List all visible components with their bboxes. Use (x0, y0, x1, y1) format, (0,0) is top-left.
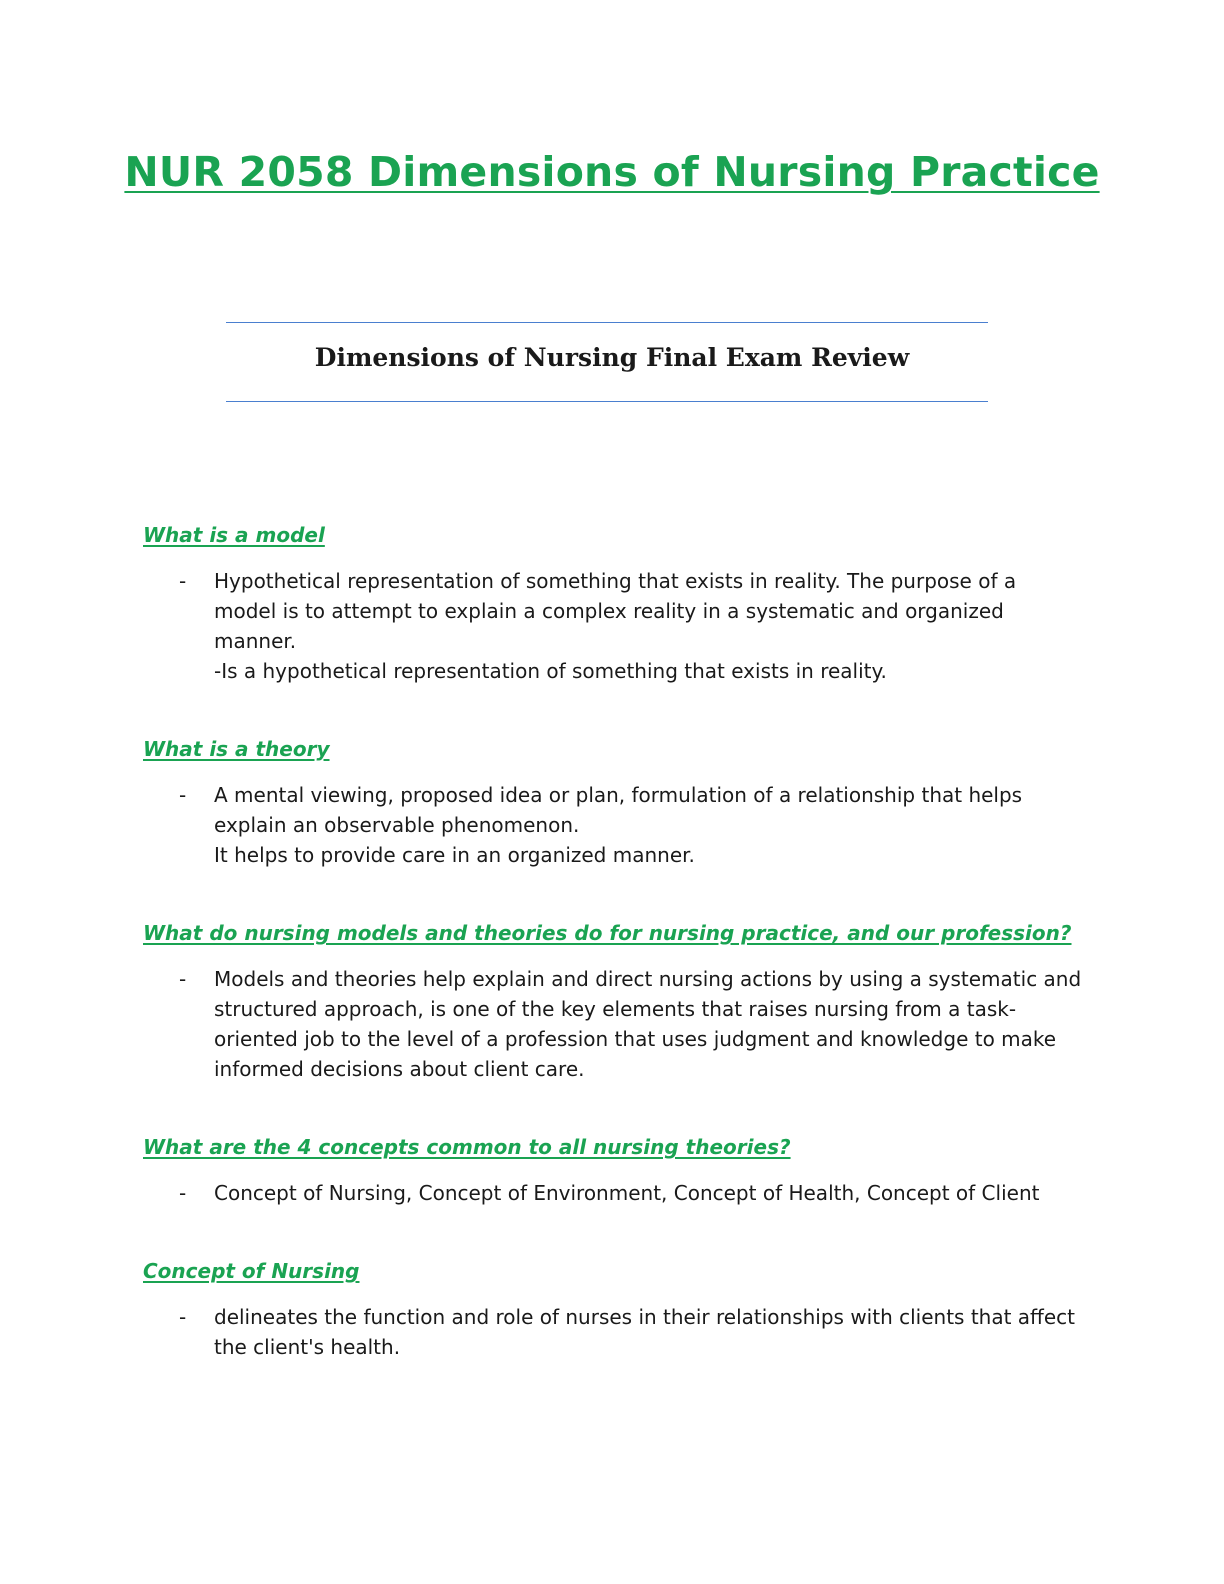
bullet-dash: - (179, 1181, 187, 1205)
section-heading: Concept of Nursing (143, 1259, 360, 1283)
bullet-dash: - (179, 569, 187, 593)
course-title (0, 148, 1224, 196)
bullet-item (143, 566, 1083, 686)
review-sections (143, 520, 1083, 1362)
bullet-text: Concept of Nursing, Concept of Environment, Concept of Health, Concept of Client (214, 1181, 1040, 1205)
section-heading: What is a model (143, 523, 325, 547)
subtitle-rule-bottom (226, 401, 988, 402)
bullet-text: Models and theories help explain and direct nursing actions by using a systematic and structured approach, is one of the key elements that raises nursing from a task-oriented job to the level of a profession that uses judgment and knowledge to make informed decisions about client care. (214, 967, 1082, 1081)
section-models-theories-purpose (143, 918, 1083, 1084)
bullet-text: Hypothetical representation of something that exists in reality. The purpose of a model is to attempt to explain a complex reality in a systematic and organized manner. (214, 569, 1017, 653)
section-heading: What is a theory (143, 737, 330, 761)
section-concept-of-nursing (143, 1256, 1083, 1362)
bullet-text-continued: It helps to provide care in an organized manner. (214, 843, 695, 867)
bullet-dash: - (179, 1305, 187, 1329)
bullet-item (143, 1302, 1083, 1362)
bullet-text: delineates the function and role of nurses in their relationships with clients that affect the client's health. (214, 1305, 1075, 1359)
bullet-text-continued: -Is a hypothetical representation of something that exists in reality. (214, 659, 887, 683)
bullet-text: A mental viewing, proposed idea or plan, formulation of a relationship that helps explain an observable phenomenon. (214, 783, 1023, 837)
section-what-is-a-model (143, 520, 1083, 686)
bullet-dash: - (179, 967, 187, 991)
bullet-item (143, 964, 1083, 1084)
section-four-concepts (143, 1132, 1083, 1208)
section-heading: What are the 4 concepts common to all nursing theories? (143, 1135, 791, 1159)
bullet-item (143, 1178, 1083, 1208)
bullet-item (143, 780, 1083, 870)
section-heading: What do nursing models and theories do for nursing practice, and our profession? (143, 921, 1072, 945)
section-what-is-a-theory (143, 734, 1083, 870)
course-title-text: NUR 2058 Dimensions of Nursing Practice (124, 148, 1100, 196)
bullet-dash: - (179, 783, 187, 807)
document-subtitle: Dimensions of Nursing Final Exam Review (314, 343, 910, 372)
subtitle-rule-top (226, 322, 988, 323)
